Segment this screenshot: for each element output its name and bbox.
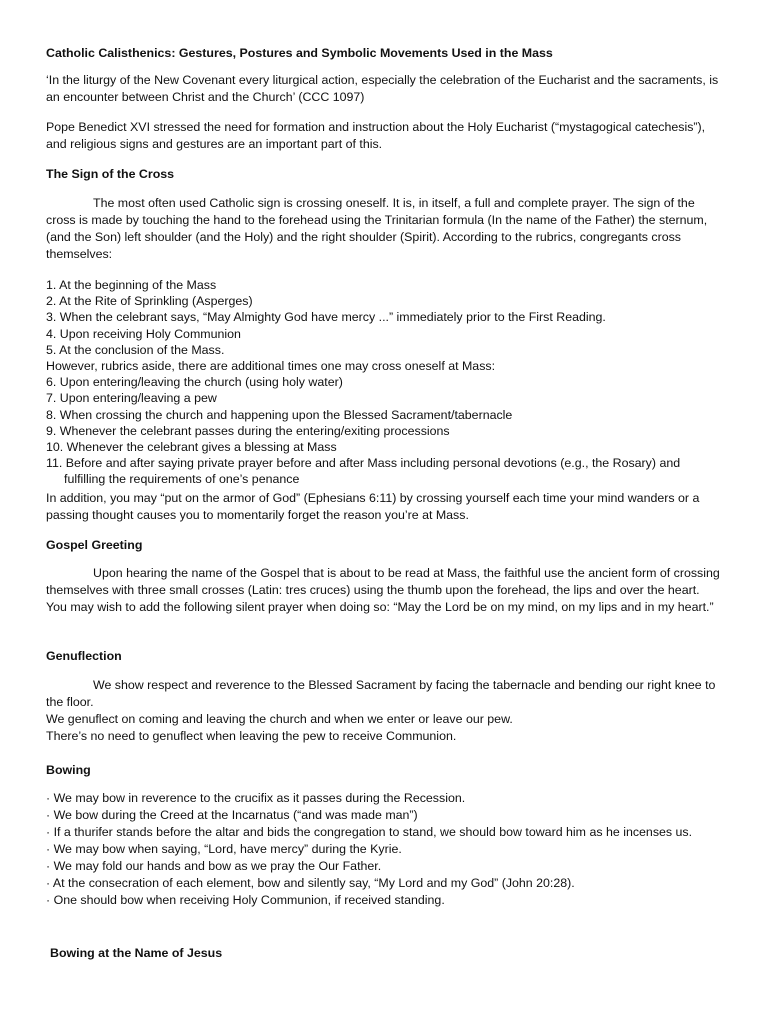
sign-of-cross-body: The most often used Catholic sign is crossing oneself. It is, in itself, a full and complete prayer. The sign of the cross is made by touching the hand to the forehead using the Trinitarian formula (In the name of the Father) the sternum, (and the Son) left shoulder (and the Holy) and the right shoulder (Spirit). According to the rubrics, congregants cross themselves: xyxy=(46,196,708,261)
list-item: 10. Whenever the celebrant gives a blessing at Mass xyxy=(46,440,337,455)
list-item: 8. When crossing the church and happening upon the Blessed Sacrament/tabernacle xyxy=(46,407,513,422)
heading-gospel-greeting: Gospel Greeting xyxy=(46,538,143,552)
list-item: · At the consecration of each element, bow and silently say, “My Lord and my God” (John 20:28). xyxy=(46,876,575,890)
heading-genuflection: Genuflection xyxy=(46,649,122,663)
list-item: 11. Before and after saying private prayer before and after Mass including personal devotions (e.g., the Rosary) and fulfilling the requirements of one’s penance xyxy=(46,456,681,487)
document-title: Catholic Calisthenics: Gestures, Postures and Symbolic Movements Used in the Mass xyxy=(46,46,553,60)
sign-of-cross-closing: In addition, you may “put on the armor of God” (Ephesians 6:11) by crossing yourself each time your mind wanders or a passing thought causes you to momentarily forget the reason you’re at Mass. xyxy=(46,491,700,522)
intro-benedict: Pope Benedict XVI stressed the need for formation and instruction about the Holy Eucharist (“mystagogical catechesis”), and religious signs and gestures are an important part of this. xyxy=(46,120,706,151)
genuflection-line-2: We genuflect on coming and leaving the church and when we enter or leave our pew. xyxy=(46,712,513,726)
list-item: 3. When the celebrant says, “May Almighty God have mercy ...” immediately prior to the First Reading. xyxy=(46,310,606,325)
list-item: · We may bow when saying, “Lord, have mercy” during the Kyrie. xyxy=(46,842,402,856)
heading-bowing: Bowing xyxy=(46,763,91,777)
genuflection-line-3: There’s no need to genuflect when leaving the pew to receive Communion. xyxy=(46,729,457,743)
additional-intro: However, rubrics aside, there are additional times one may cross oneself at Mass: xyxy=(46,359,496,374)
list-item: · One should bow when receiving Holy Communion, if received standing. xyxy=(46,893,445,907)
sign-of-cross-list xyxy=(46,277,722,488)
heading-bowing-name-of-jesus: Bowing at the Name of Jesus xyxy=(50,946,223,960)
intro-quote: ‘In the liturgy of the New Covenant every liturgical action, especially the celebration of the Eucharist and the sacraments, is an encounter between Christ and the Church’ (CCC 1097) xyxy=(46,73,719,104)
list-item: 9. Whenever the celebrant passes during the entering/exiting processions xyxy=(46,423,450,438)
list-item: 7. Upon entering/leaving a pew xyxy=(46,391,217,406)
list-item: 4. Upon receiving Holy Communion xyxy=(46,326,241,341)
list-item: · We bow during the Creed at the Incarnatus (“and was made man”) xyxy=(46,808,418,822)
genuflection-body: We show respect and reverence to the Blessed Sacrament by facing the tabernacle and bending our right knee to the floor. xyxy=(46,678,716,709)
list-item: · If a thurifer stands before the altar and bids the congregation to stand, we should bow toward him as he incenses us. xyxy=(46,825,693,839)
list-item: 2. At the Rite of Sprinkling (Asperges) xyxy=(46,294,253,309)
heading-sign-of-cross: The Sign of the Cross xyxy=(46,167,175,181)
list-item: · We may bow in reverence to the crucifix as it passes during the Recession. xyxy=(46,791,466,805)
gospel-greeting-body: Upon hearing the name of the Gospel that is about to be read at Mass, the faithful use the ancient form of crossing themselves with three small crosses (Latin: tres cruces) using the thumb upon the forehead, the lips and over the heart. You may wish to add the following silent prayer when doing so: “May the Lord be on my mind, on my lips and in my heart.” xyxy=(46,566,720,614)
list-item: · We may fold our hands and bow as we pray the Our Father. xyxy=(46,859,382,873)
list-item: 5. At the conclusion of the Mass. xyxy=(46,342,225,357)
list-item: 1. At the beginning of the Mass xyxy=(46,278,217,292)
list-item: 6. Upon entering/leaving the church (using holy water) xyxy=(46,375,343,390)
bowing-list xyxy=(46,790,722,909)
